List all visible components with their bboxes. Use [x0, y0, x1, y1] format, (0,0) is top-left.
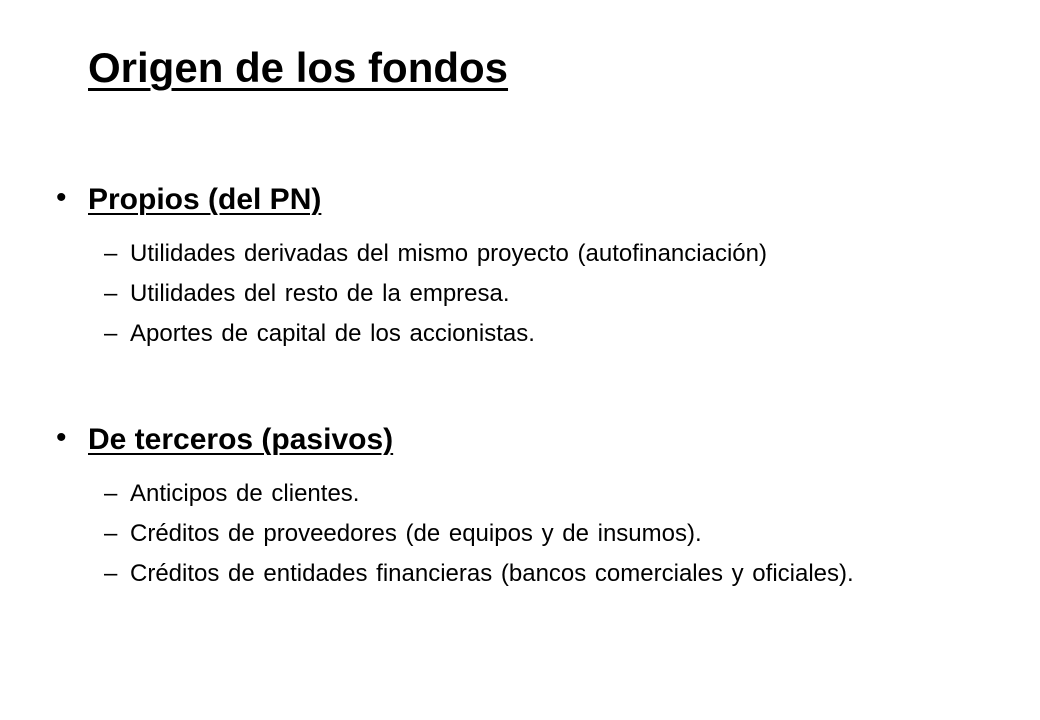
list-item-text: Utilidades del resto de la empresa.	[130, 280, 510, 307]
dash-icon: –	[104, 320, 118, 347]
bullet-heading-row	[56, 178, 986, 222]
list-item	[56, 556, 986, 592]
dash-icon: –	[104, 240, 118, 267]
section-heading-terceros: De terceros (pasivos)	[88, 423, 394, 456]
section-heading-propios: Propios (del PN)	[88, 183, 322, 216]
dash-icon: –	[104, 560, 118, 587]
list-item	[56, 316, 986, 352]
bullet-heading-row	[56, 418, 986, 462]
dash-icon: –	[104, 280, 118, 307]
list-item-text: Utilidades derivadas del mismo proyecto (autofinanciación)	[130, 240, 767, 267]
slide-title: Origen de los fondos	[88, 44, 509, 91]
list-item-text: Créditos de proveedores (de equipos y de insumos).	[130, 520, 702, 547]
list-item	[56, 476, 986, 512]
list-item-text: Aportes de capital de los accionistas.	[130, 320, 535, 347]
list-item	[56, 276, 986, 312]
list-item	[56, 516, 986, 552]
list-item	[56, 236, 986, 272]
list-item-text: Créditos de entidades financieras (bancos comerciales y oficiales).	[130, 560, 854, 587]
dash-icon: –	[104, 480, 118, 507]
dash-icon: –	[104, 520, 118, 547]
bullet-dot-icon: •	[56, 181, 67, 214]
sub-list-propios	[56, 236, 986, 352]
section-propios	[56, 178, 986, 356]
sub-list-terceros	[56, 476, 986, 592]
list-item-text: Anticipos de clientes.	[130, 480, 360, 507]
bullet-dot-icon: •	[56, 421, 67, 454]
section-terceros	[56, 418, 986, 596]
